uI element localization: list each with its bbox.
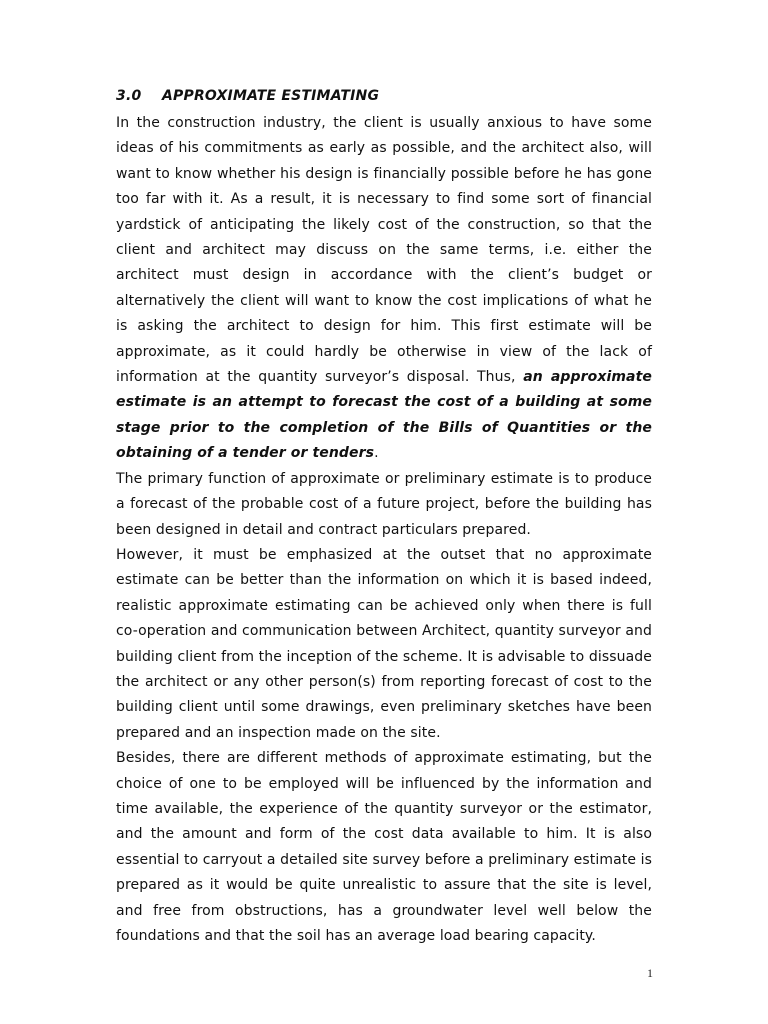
definition-emphasis: an approximate estimate is an attempt to forecast the cost of a building at some stage prior to the completion of the Bills of Quantities or the obtaining of a tender or tenders	[116, 369, 652, 462]
page-number: 1	[647, 966, 653, 980]
section-title: APPROXIMATE ESTIMATING	[162, 88, 380, 104]
paragraph-1	[116, 111, 652, 467]
section-heading	[116, 86, 652, 106]
paragraph-1-end: .	[374, 445, 379, 462]
paragraph-1-lead: In the construction industry, the client is usually anxious to have some ideas of his commitments as early as possible, and the architect also, will want to know whether his design is financially possible before he has gone too far with it. As a result, it is necessary to find some sort of financial yardstick of anticipating the likely cost of the construction, so that the client and architect may discuss on the same terms, i.e. either the architect must design in accordance with the client’s budget or alternatively the client will want to know the cost implications of what he is asking the architect to design for him. This first estimate will be approximate, as it could hardly be otherwise in view of the lack of information at the quantity surveyor’s disposal. Thus,	[116, 115, 652, 386]
document-page	[116, 86, 652, 949]
paragraph-3: However, it must be emphasized at the outset that no approximate estimate can be better than the information on which it is based indeed, realistic approximate estimating can be achieved only when there is full co-operation and communication between Architect, quantity surveyor and building client from the inception of the scheme. It is advisable to dissuade the architect or any other person(s) from reporting forecast of cost to the building client until some drawings, even preliminary sketches have been prepared and an inspection made on the site.	[116, 546, 652, 741]
section-number: 3.0	[116, 88, 142, 104]
paragraph-2: The primary function of approximate or preliminary estimate is to produce a forecast of the probable cost of a future project, before the building has been designed in detail and contract particulars prepared.	[116, 470, 652, 538]
paragraph-4: Besides, there are different methods of approximate estimating, but the choice of one to be employed will be influenced by the information and time available, the experience of the quantity surveyor or the estimator, and the amount and form of the cost data available to him. It is also essential to carryout a detailed site survey before a preliminary estimate is prepared as it would be quite unrealistic to assure that the site is level, and free from obstructions, has a groundwater level well below the foundations and that the soil has an average load bearing capacity.	[116, 750, 652, 944]
